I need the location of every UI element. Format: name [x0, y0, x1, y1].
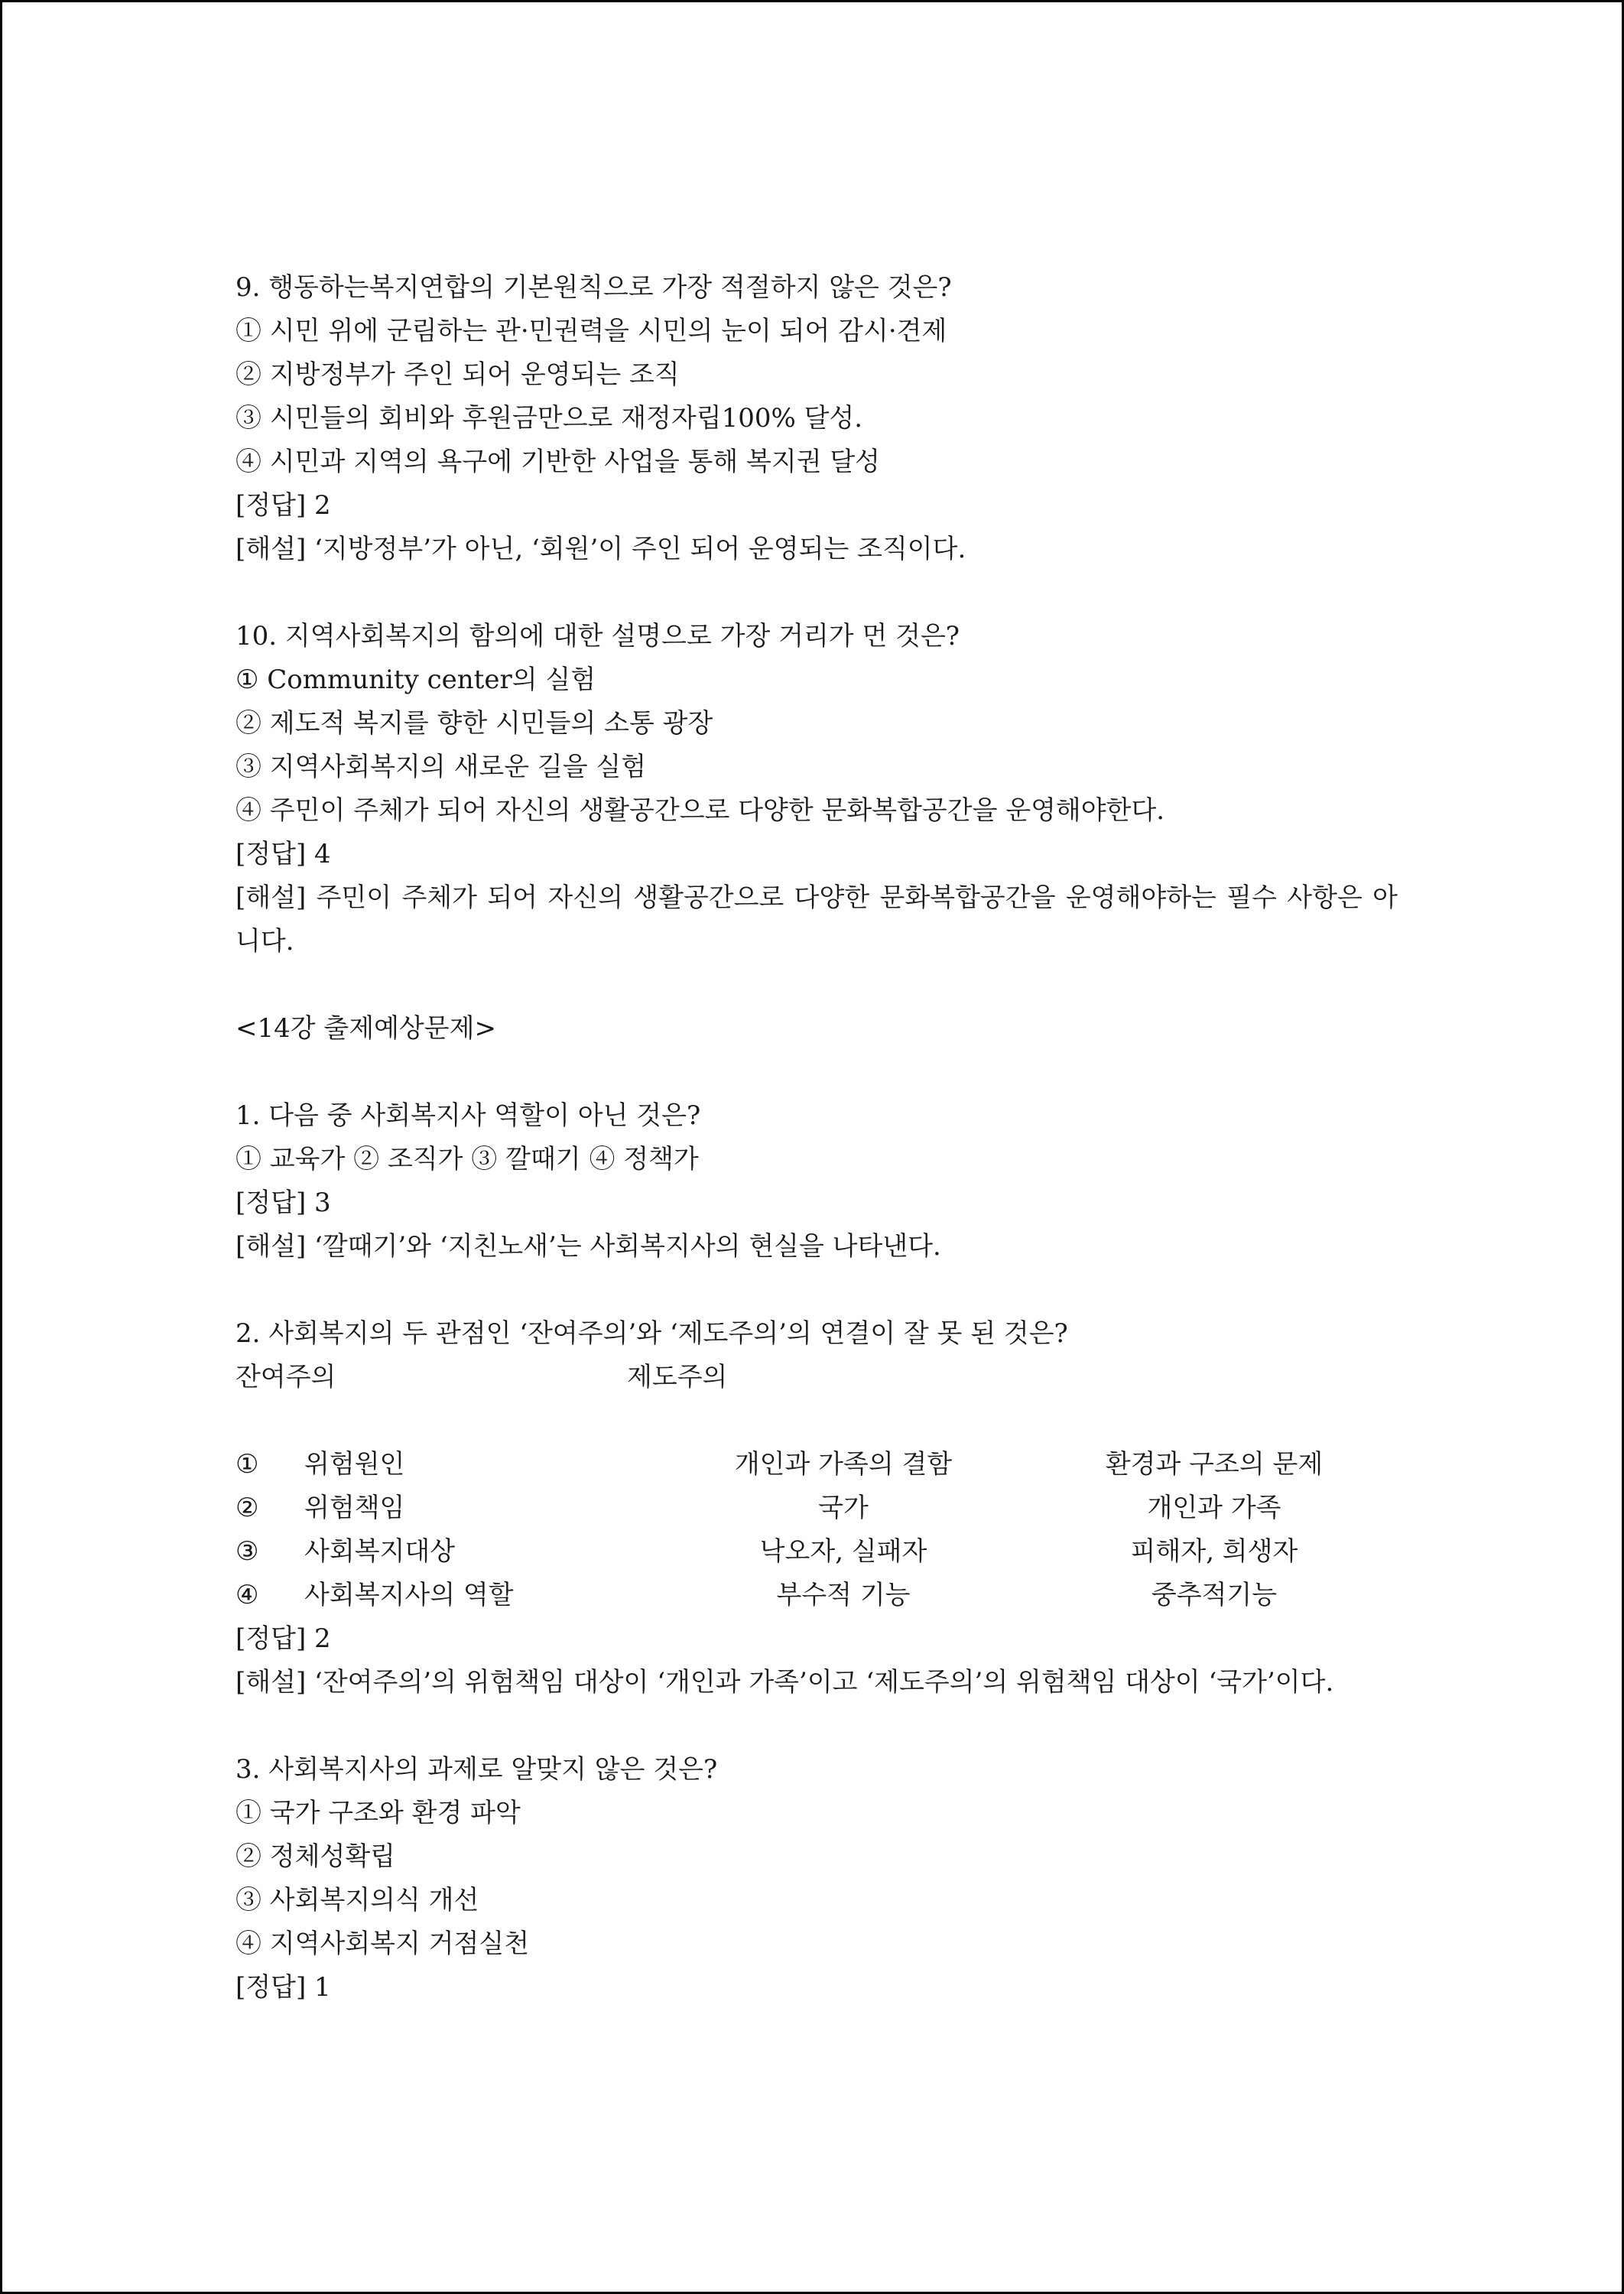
table-row: [235, 1530, 1398, 1574]
q9-explanation: [해설] ‘지방정부’가 아닌, ‘회원’이 주인 되어 운영되는 조직이다.: [235, 534, 966, 564]
s1-question: 1. 다음 중 사회복지사 역할이 아닌 것은?: [235, 1100, 701, 1131]
s3-option-4: ④ 지역사회복지 거점실천: [235, 1928, 530, 1959]
s1-options: ① 교육가 ② 조직가 ③ 깔때기 ④ 정책가: [235, 1144, 699, 1175]
s3-question: 3. 사회복지사의 과제로 알맞지 않은 것은?: [235, 1754, 718, 1785]
q10-explanation: [해설] 주민이 주체가 되어 자신의 생활공간으로 다양한 문화복합공간을 운영해야하는 필수 사항은 아니다.: [235, 882, 1398, 957]
spacer: [235, 571, 1398, 615]
row-institutional: 환경과 구조의 문제: [1105, 1449, 1324, 1480]
q9-option-4: ④ 시민과 지역의 욕구에 기반한 사업을 통해 복지권 달성: [235, 447, 881, 477]
row-institutional: 중추적기능: [1151, 1580, 1278, 1610]
q10-option-2: ② 제도적 복지를 향한 시민들의 소통 광장: [235, 708, 713, 739]
spacer: [235, 1399, 1398, 1443]
row-item: 위험원인: [304, 1449, 405, 1480]
row-item: 사회복지대상: [304, 1536, 456, 1567]
row-number: ①: [235, 1449, 259, 1480]
s3-option-2: ② 정체성확립: [235, 1841, 396, 1872]
s3-answer: [정답] 1: [235, 1972, 331, 2003]
row-residual: 개인과 가족의 결함: [734, 1449, 953, 1480]
s2-table-header: [235, 1356, 1398, 1399]
q10-answer: [정답] 4: [235, 839, 331, 869]
row-institutional: 개인과 가족: [1147, 1493, 1281, 1523]
header-institutional: 제도주의: [627, 1362, 728, 1392]
section-title: <14강 출제예상문제>: [235, 1013, 496, 1044]
q9-question: 9. 행동하는복지연합의 기본원칙으로 가장 적절하지 않은 것은?: [235, 272, 952, 303]
s2-explanation: [해설] ‘잔여주의’의 위험책임 대상이 ‘개인과 가족’이고 ‘제도주의’의 위험책임 대상이 ‘국가’이다.: [235, 1667, 1334, 1698]
q10-option-3: ③ 지역사회복지의 새로운 길을 실험: [235, 752, 647, 782]
spacer: [235, 963, 1398, 1007]
q9-option-3: ③ 시민들의 회비와 후원금만으로 재정자립100% 달성.: [235, 403, 863, 434]
s1-answer: [정답] 3: [235, 1188, 331, 1218]
q9-option-2: ② 지방정부가 주인 되어 운영되는 조직: [235, 359, 680, 390]
s2-answer: [정답] 2: [235, 1623, 331, 1654]
header-residual: 잔여주의: [235, 1362, 336, 1392]
row-residual: 부수적 기능: [776, 1580, 911, 1610]
row-institutional: 피해자, 희생자: [1130, 1536, 1298, 1567]
row-residual: 국가: [818, 1493, 869, 1523]
document-content: [235, 266, 1398, 2010]
row-item: 위험책임: [304, 1493, 405, 1523]
s3-option-1: ① 국가 구조와 환경 파악: [235, 1798, 521, 1828]
q9-option-1: ① 시민 위에 군림하는 관·민권력을 시민의 눈이 되어 감시·견제: [235, 316, 947, 346]
row-number: ③: [235, 1536, 259, 1567]
q10-option-4: ④ 주민이 주체가 되어 자신의 생활공간으로 다양한 문화복합공간을 운영해야한다.: [235, 795, 1165, 826]
q10-question: 10. 지역사회복지의 함의에 대한 설명으로 가장 거리가 먼 것은?: [235, 621, 960, 651]
q10-option-1: ① Community center의 실험: [235, 664, 596, 695]
q9-answer: [정답] 2: [235, 490, 331, 521]
row-residual: 낙오자, 실패자: [759, 1536, 927, 1567]
s1-explanation: [해설] ‘깔때기’와 ‘지친노새’는 사회복지사의 현실을 나타낸다.: [235, 1231, 941, 1262]
table-row: [235, 1443, 1398, 1487]
table-row: [235, 1574, 1398, 1617]
row-number: ②: [235, 1493, 259, 1523]
row-item: 사회복지사의 역할: [304, 1580, 514, 1610]
spacer: [235, 1704, 1398, 1748]
table-row: [235, 1487, 1398, 1530]
s3-option-3: ③ 사회복지의식 개선: [235, 1885, 479, 1915]
s2-question: 2. 사회복지의 두 관점인 ‘잔여주의’와 ‘제도주의’의 연결이 잘 못 된 것은?: [235, 1318, 1068, 1349]
spacer: [235, 1051, 1398, 1094]
row-number: ④: [235, 1580, 259, 1610]
spacer: [235, 1269, 1398, 1312]
